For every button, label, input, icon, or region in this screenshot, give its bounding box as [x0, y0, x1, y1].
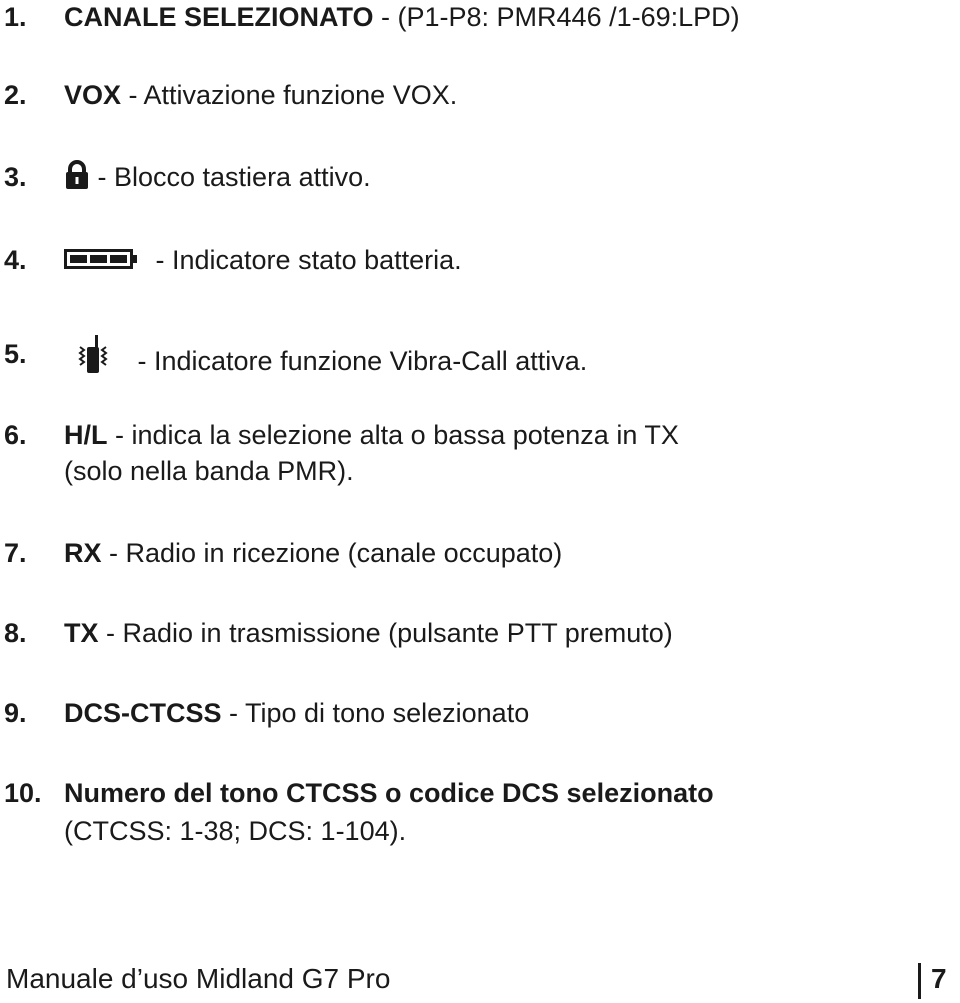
- item-description: - Blocco tastiera attivo.: [90, 162, 371, 193]
- item-number: 3.: [4, 162, 27, 192]
- item-term: CANALE SELEZIONATO: [64, 2, 374, 32]
- item-description: - Radio in trasmissione (pulsante PTT premuto): [98, 618, 673, 648]
- footer-divider: [918, 963, 921, 999]
- item-description-continued: (solo nella banda PMR).: [64, 456, 354, 486]
- item-number: 6.: [4, 420, 27, 450]
- item-description: - Attivazione funzione VOX.: [121, 80, 458, 110]
- vibra-call-icon: [76, 333, 110, 385]
- item-term: Numero del tono CTCSS o codice DCS selezionato: [64, 778, 714, 808]
- item-term: TX: [64, 618, 99, 648]
- item-description-continued: (CTCSS: 1-38; DCS: 1-104).: [64, 816, 407, 846]
- item-number: 5.: [4, 339, 27, 369]
- page-number: 7: [931, 963, 947, 994]
- item-number: 1.: [4, 2, 27, 32]
- item-number: 10.: [4, 778, 42, 808]
- item-number: 7.: [4, 538, 27, 568]
- item-term: VOX: [64, 80, 122, 110]
- footer-title: Manuale d’uso Midland G7 Pro: [6, 963, 391, 994]
- item-term: RX: [64, 538, 102, 568]
- item-number: 4.: [4, 245, 27, 275]
- item-description: - (P1-P8: PMR446 /1-69:LPD): [373, 2, 740, 32]
- item-description: - Indicatore stato batteria.: [148, 245, 462, 275]
- item-description: - Radio in ricezione (canale occupato): [101, 538, 563, 568]
- item-description: - indica la selezione alta o bassa potenza in TX: [107, 420, 679, 450]
- item-term: DCS-CTCSS: [64, 698, 222, 728]
- item-number: 9.: [4, 698, 27, 728]
- item-description: - Tipo di tono selezionato: [221, 698, 530, 728]
- item-description: - Indicatore funzione Vibra-Call attiva.: [130, 346, 588, 377]
- lock-icon: [64, 160, 90, 198]
- item-number: 2.: [4, 80, 27, 110]
- item-number: 8.: [4, 618, 27, 648]
- battery-icon: [64, 245, 138, 279]
- item-term: H/L: [64, 420, 108, 450]
